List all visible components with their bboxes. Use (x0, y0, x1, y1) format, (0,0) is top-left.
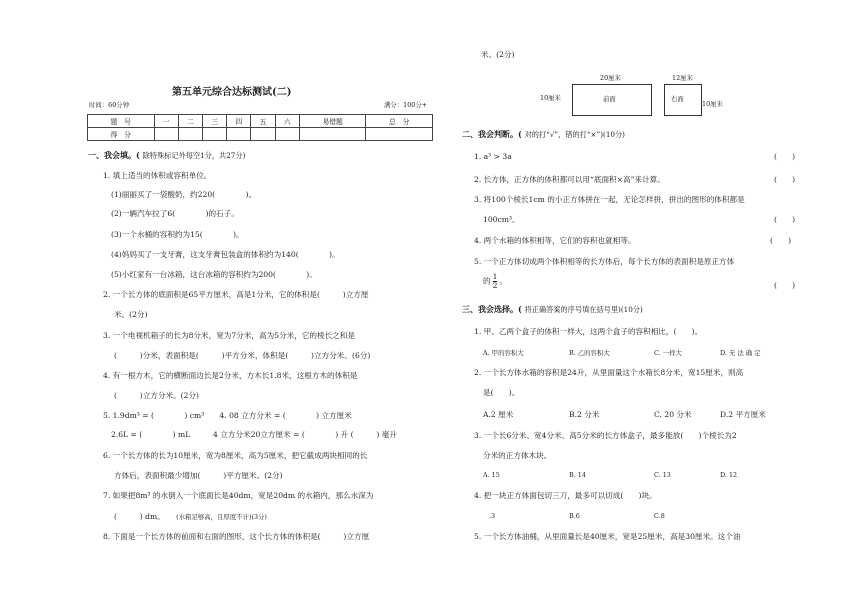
right-face-label: 右面 (671, 95, 684, 103)
question-text: 3. 一个电视机箱子的长为8分米，宽为7分米，高为5分米，它的棱长之和是 (103, 331, 355, 340)
question-text: 5. 一个长方体油桶，从里面量长是40厘米，宽是25厘米，高是30厘米。这个油 (474, 532, 741, 541)
question-text: 1. 填上适当的体积或容积单位。 (103, 171, 212, 180)
question-text: (3)一个水桶的容积约为15( )。 (111, 230, 244, 239)
question-text: 5. 1.9dm³ = ( ) cm³ 4. 08 立方分米 = ( ) 立方厘米 (103, 411, 352, 420)
question-text: 7. 如果把8m³ 的水倒入一个底面长是40dm，宽是20dm 的水箱内，那么水深为 (103, 491, 374, 500)
score-cell[interactable] (251, 128, 275, 141)
question-text: 2. 长方体，正方体的体积都可以用“底面积×高”来计算。 (474, 175, 665, 184)
option[interactable]: D. 无 法 确 定 (720, 349, 761, 357)
question-text: 1. 甲、乙两个盒子的体积一样大，这两个盒子的容积相比，( )。 (474, 327, 703, 336)
option[interactable]: D. 12 (720, 471, 738, 479)
score-header-cell: 题 号 (88, 115, 155, 128)
option[interactable]: C.8 (654, 512, 665, 520)
page-title: 第五单元综合达标测试(二) (172, 87, 292, 98)
question-text: (5)小红家有一台冰箱，这台冰箱的容积约为200( )。 (111, 270, 317, 279)
question-text: ( )分米，表面积是( )平方分米，体积是( )立方分米。(6分) (114, 351, 371, 360)
option[interactable]: B. 14 (569, 471, 586, 479)
question-text: (1)丽丽买了一袋酸奶，约220( )。 (111, 190, 257, 199)
score-header-cell: 四 (227, 115, 251, 128)
answer-paren[interactable]: ( ) (770, 236, 792, 245)
question-text: 4. 有一根方木，它的横断面边长是2分米，方木长1.8米，这根方木的体积是 (103, 371, 358, 380)
score-cell[interactable] (299, 128, 366, 141)
right-height-label: 10厘米 (702, 100, 723, 108)
question-text: 8. 下面是一个长方体的前面和右面的图形，这个长方体的体积是( )立方厘 (103, 532, 370, 541)
question-text: 方体后，表面积最少增加( )平方厘米。(2分) (114, 471, 283, 480)
score-cell[interactable] (275, 128, 299, 141)
option[interactable]: A. 15 (483, 471, 500, 479)
time-limit: 时间：60分钟 (89, 101, 130, 109)
section-3-heading: 三、我会选择。( 将正确答案的序号填在括号里)(10分) (462, 304, 643, 314)
option[interactable]: B.6 (569, 512, 580, 520)
answer-paren[interactable]: ( ) (774, 152, 796, 161)
score-header-cell: 六 (275, 115, 299, 128)
option[interactable]: B.2 分米 (569, 410, 600, 419)
section-2-heading: 二、我会判断。( 对的打“√”，错的打“×”)(10分) (462, 129, 625, 139)
option[interactable]: B. 乙的容积大 (569, 349, 610, 357)
question-text: 1. a³ > 3a (474, 152, 512, 161)
score-header-cell: 三 (202, 115, 226, 128)
option[interactable]: C. 一样大 (654, 349, 682, 357)
front-width-label: 20厘米 (600, 74, 621, 82)
score-cell[interactable] (227, 128, 251, 141)
question-text: 5. 一个正方体切成两个体积相等的长方体后，每个长方体的表面积是原正方体 (474, 257, 735, 266)
question-text: ( )立方分米。(2分) (114, 391, 200, 400)
answer-paren[interactable]: ( ) (774, 215, 796, 224)
option[interactable]: A.2 厘米 (483, 410, 514, 419)
full-score: 满分：100分+ (384, 101, 428, 109)
question-text: 分米的正方体木块。 (483, 451, 552, 460)
front-face-label: 前面 (603, 95, 616, 103)
option[interactable]: D.2 平方厘米 (720, 410, 766, 419)
score-header-cell: 易错题 (299, 115, 366, 128)
question-text: 米。(2分) (114, 310, 148, 319)
question-text: 是( )。 (483, 388, 520, 397)
question-text: 2.6L = ( ) mL 4 立方分米20立方厘米 = ( ) 升 ( ) 毫升 (111, 430, 397, 439)
question-text: 3. 一个长6分米、宽4分米、高5分米的长方体盒子，最多能放( )个棱长为2 (474, 431, 737, 440)
score-cell[interactable] (202, 128, 226, 141)
fraction: $\frac{1}{2}$ (492, 272, 498, 290)
section-1-heading: 一、我会填。( 除特殊标记外每空1分，共27分) (88, 150, 246, 160)
question-text: 100cm³。 (483, 215, 520, 224)
option[interactable]: C. 13 (654, 471, 671, 479)
question-text: 4. 把一块正方体面包切三刀，最多可以切成( )块。 (474, 491, 657, 500)
question-text: 6. 一个长方体的长为10厘米，宽为8厘米，高为5厘米，把它截成两块相同的长 (103, 451, 368, 460)
option[interactable]: A. 甲的容积大 (483, 349, 524, 357)
answer-paren[interactable]: ( ) (774, 281, 796, 290)
question-text: 的 $\frac{1}{2}$ 。 (483, 272, 508, 290)
score-cell[interactable] (154, 128, 178, 141)
option[interactable]: C. 20 分米 (654, 410, 692, 419)
answer-paren[interactable]: ( ) (774, 175, 796, 184)
score-header-cell: 一 (154, 115, 178, 128)
option[interactable]: .3 (489, 512, 496, 520)
question-text: (2)一辆汽车拉了6( )的石子。 (111, 209, 239, 218)
front-height-label: 10厘米 (540, 94, 561, 102)
score-header-cell: 五 (251, 115, 275, 128)
score-header-cell: 总 分 (366, 115, 433, 128)
question-text: (4)妈妈买了一支牙膏，这支牙膏包装盒的体积约为140( )。 (111, 250, 340, 259)
question-text: 2. 一个长方体水箱的容积是24升，从里面量这个水箱长8分米，宽15厘米，则高 (474, 368, 744, 377)
right-width-label: 12厘米 (672, 74, 693, 82)
question-text: ( ) dm。 (水箱足够高，且厚度不计)(3分) (114, 512, 267, 521)
question-text: 米。(2分) (481, 50, 515, 59)
question-text: 3. 将100个棱长1cm 的小正方体拼在一起，无论怎样拼，拼出的图形的体积都是 (474, 195, 745, 204)
question-text: 4. 两个水箱的体积相等，它们的容积也就相等。 (474, 236, 636, 245)
score-cell[interactable] (366, 128, 433, 141)
score-table (87, 114, 433, 141)
score-header-cell: 二 (178, 115, 202, 128)
question-text: 2. 一个长方体的底面积是65平方厘米，高是1分米，它的体积是( )立方厘 (103, 290, 369, 299)
score-cell[interactable] (178, 128, 202, 141)
score-row-label: 得 分 (88, 128, 155, 141)
